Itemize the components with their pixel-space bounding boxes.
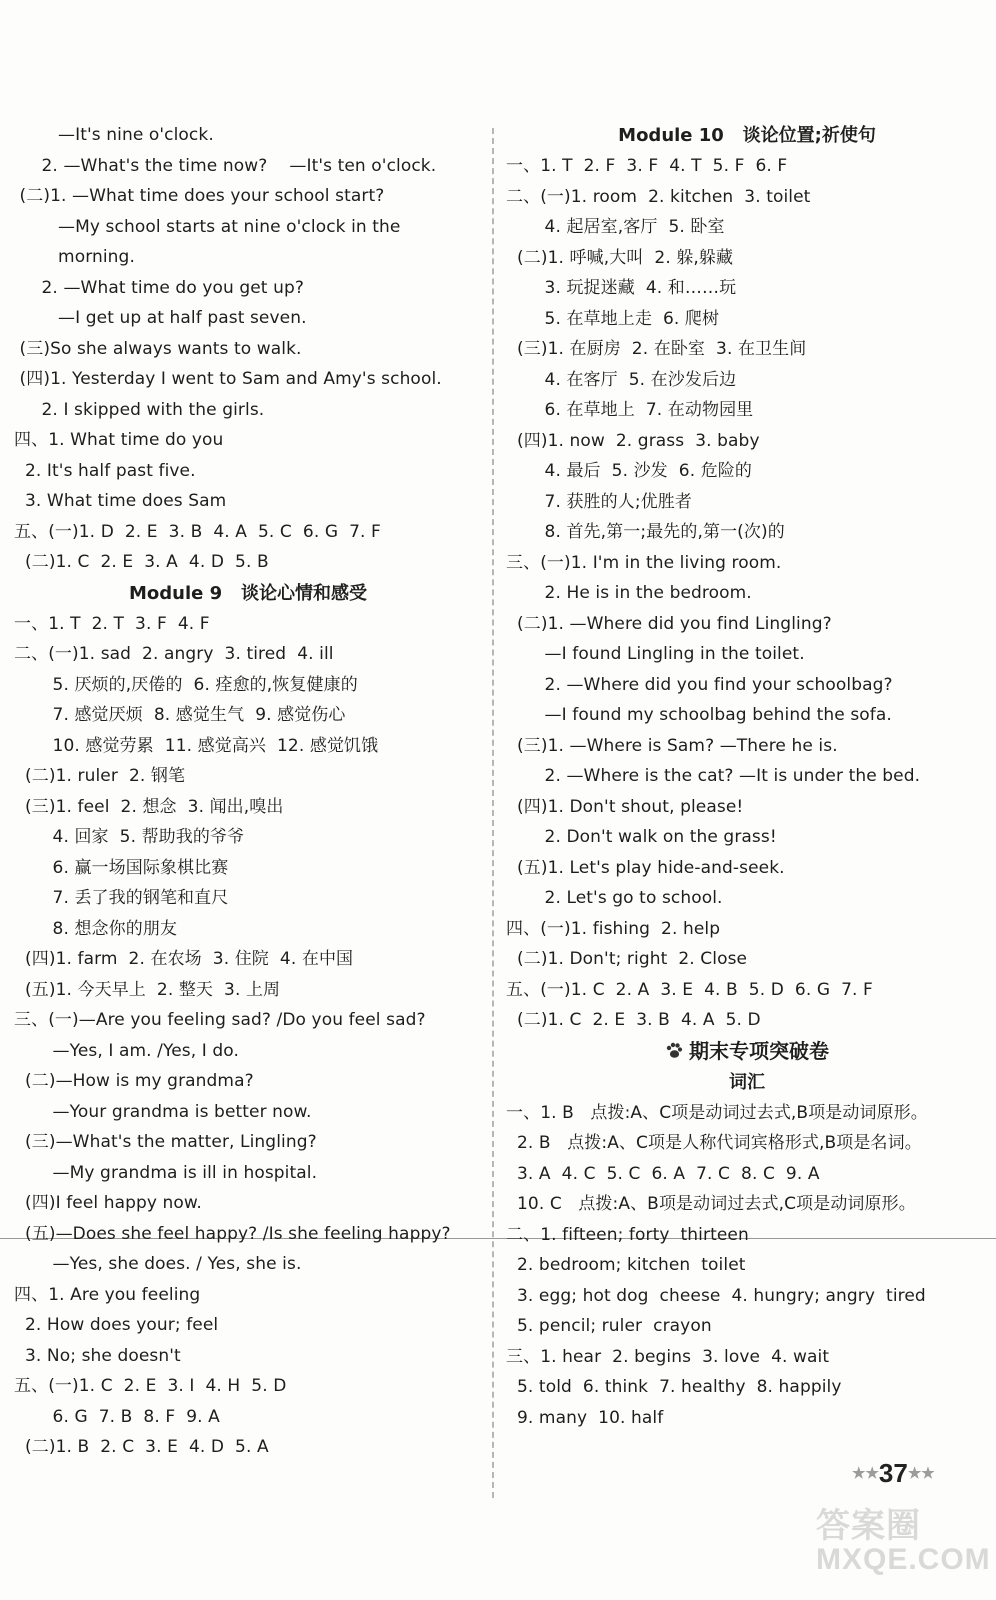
answer-line: 2. He is in the bedroom. xyxy=(506,583,752,603)
answer-line: 9. many 10. half xyxy=(506,1407,664,1428)
answer-line: 4. 最后 5. 沙发 6. 危险的 xyxy=(506,461,753,481)
answer-line: —Yes, she does. / Yes, she is. xyxy=(14,1254,302,1274)
left-column xyxy=(14,120,482,1463)
answer-line: 2. B 点拨:A、C项是人称代词宾格形式,B项是名词。 xyxy=(506,1133,922,1153)
answer-line: (四)1. Don't shout, please! xyxy=(506,796,744,817)
answer-line: morning. xyxy=(14,247,135,267)
answer-line: 四、(一)1. fishing 2. help xyxy=(506,918,721,939)
answer-line: 7. 获胜的人;优胜者 xyxy=(506,491,692,512)
answer-line: 2. —Where did you find your schoolbag? xyxy=(506,674,893,695)
answer-line: 三、1. hear 2. begins 3. love 4. wait xyxy=(506,1346,830,1367)
answer-line: 3. 玩捉迷藏 4. 和……玩 xyxy=(506,278,737,298)
answer-line: (二)1. B 2. C 3. E 4. D 5. A xyxy=(14,1437,269,1457)
column-divider xyxy=(492,128,494,1498)
answer-line: (五)—Does she feel happy? /Is she feeling happy? xyxy=(14,1223,451,1244)
answer-line: (二)1. C 2. E 3. B 4. A 5. D xyxy=(506,1010,761,1030)
answer-line: 5. pencil; ruler crayon xyxy=(506,1316,712,1336)
star-icon: ★★ xyxy=(907,1465,935,1482)
answer-line: 二、1. fifteen; forty thirteen xyxy=(506,1224,749,1245)
right-column xyxy=(506,120,988,1433)
answer-line: (四)1. farm 2. 在农场 3. 住院 4. 在中国 xyxy=(14,949,354,969)
answer-line: —I get up at half past seven. xyxy=(14,308,307,328)
answer-line: (四)1. now 2. grass 3. baby xyxy=(506,430,760,451)
answer-line: 6. 赢一场国际象棋比赛 xyxy=(14,857,229,878)
watermark-logo: 答案圈 MXQE.COM xyxy=(816,1507,991,1576)
answer-line: —Yes, I am. /Yes, I do. xyxy=(14,1040,239,1061)
answer-line: 7. 感觉厌烦 8. 感觉生气 9. 感觉伤心 xyxy=(14,705,346,725)
answer-line: 4. 起居室,客厅 5. 卧室 xyxy=(506,217,725,237)
answer-line: 三、(一)—Are you feeling sad? /Do you feel sad? xyxy=(14,1010,426,1030)
answer-line: 2. Let's go to school. xyxy=(506,888,723,908)
answer-line: (三)—What's the matter, Lingling? xyxy=(14,1132,317,1152)
answer-line: —My school starts at nine o'clock in the xyxy=(14,216,401,237)
answer-line: 7. 丢了我的钢笔和直尺 xyxy=(14,888,229,908)
answer-line: (三)1. 在厨房 2. 在卧室 3. 在卫生间 xyxy=(506,339,807,359)
page-number: ★★37★★ xyxy=(852,1458,935,1488)
answer-line: 2. —What time do you get up? xyxy=(14,277,304,298)
answer-line: —Your grandma is better now. xyxy=(14,1101,312,1122)
answer-line: 四、1. What time do you xyxy=(14,430,224,450)
answer-line: (二)1. 呼喊,大叫 2. 躲,躲藏 xyxy=(506,247,734,268)
answer-line: 五、(一)1. D 2. E 3. B 4. A 5. C 6. G 7. F xyxy=(14,521,381,542)
answer-line: (二)1. ruler 2. 钢笔 xyxy=(14,766,186,786)
answer-line: —I found Lingling in the toilet. xyxy=(506,644,805,664)
answer-line: 一、1. B 点拨:A、C项是动词过去式,B项是动词原形。 xyxy=(506,1102,928,1123)
answer-line: —I found my schoolbag behind the sofa. xyxy=(506,705,892,725)
answer-line: 四、1. Are you feeling xyxy=(14,1284,201,1305)
vocabulary-heading: 词汇 xyxy=(729,1071,765,1093)
answer-line: 5. told 6. think 7. healthy 8. happily xyxy=(506,1377,842,1397)
answer-line: (二)1. C 2. E 3. A 4. D 5. B xyxy=(14,552,269,572)
answer-line: 2. I skipped with the girls. xyxy=(14,399,265,420)
answer-line: 6. G 7. B 8. F 9. A xyxy=(14,1406,220,1427)
answer-line: 3. egg; hot dog cheese 4. hungry; angry tired xyxy=(506,1285,926,1306)
answer-line: 一、1. T 2. T 3. F 4. F xyxy=(14,613,210,634)
answer-line: (三)1. —Where is Sam? —There he is. xyxy=(506,735,838,756)
answer-line: 5. 在草地上走 6. 爬树 xyxy=(506,308,720,329)
answer-line: 二、(一)1. room 2. kitchen 3. toilet xyxy=(506,186,811,207)
answer-line: 二、(一)1. sad 2. angry 3. tired 4. ill xyxy=(14,644,334,664)
answer-line: 2. —Where is the cat? —It is under the bed. xyxy=(506,766,921,786)
answer-line: (二)1. —Where did you find Lingling? xyxy=(506,613,832,634)
answer-line: 3. A 4. C 5. C 6. A 7. C 8. C 9. A xyxy=(506,1163,820,1184)
answer-line: 2. Don't walk on the grass! xyxy=(506,827,777,847)
answer-line: (五)1. 今天早上 2. 整天 3. 上周 xyxy=(14,979,281,1000)
answer-line: 8. 首先,第一;最先的,第一(次)的 xyxy=(506,522,785,542)
answer-line: (四)1. Yesterday I went to Sam and Amy's school. xyxy=(14,369,442,389)
answer-line: 3. No; she doesn't xyxy=(14,1345,181,1366)
answer-line: 三、(一)1. I'm in the living room. xyxy=(506,552,782,573)
answer-line: (五)1. Let's play hide-and-seek. xyxy=(506,857,785,878)
answer-line: —It's nine o'clock. xyxy=(14,125,214,145)
answer-line: 一、1. T 2. F 3. F 4. T 5. F 6. F xyxy=(506,156,788,176)
answer-line: 2. How does your; feel xyxy=(14,1315,219,1335)
answer-line: 4. 回家 5. 帮助我的爷爷 xyxy=(14,827,245,847)
answer-line: (三)1. feel 2. 想念 3. 闻出,嗅出 xyxy=(14,796,284,817)
answer-line: 五、(一)1. C 2. A 3. E 4. B 5. D 6. G 7. F xyxy=(506,979,873,1000)
answer-line: 2. bedroom; kitchen toilet xyxy=(506,1255,746,1275)
answer-line: 4. 在客厅 5. 在沙发后边 xyxy=(506,369,737,390)
answer-line: (四)I feel happy now. xyxy=(14,1193,202,1213)
answer-line: (二)1. —What time does your school start? xyxy=(14,186,385,206)
answer-line: 10. 感觉劳累 11. 感觉高兴 12. 感觉饥饿 xyxy=(14,735,379,756)
answer-line: 2. It's half past five. xyxy=(14,460,196,481)
module-10-heading: Module 10 谈论位置;祈使句 xyxy=(618,125,876,146)
answer-line: (二)1. Don't; right 2. Close xyxy=(506,949,748,969)
answer-line: (二)—How is my grandma? xyxy=(14,1071,254,1091)
star-icon: ★★ xyxy=(852,1465,879,1482)
answer-line: —My grandma is ill in hospital. xyxy=(14,1162,318,1183)
answer-line: (三)So she always wants to walk. xyxy=(14,338,302,359)
answer-line: 10. C 点拨:A、B项是动词过去式,C项是动词原形。 xyxy=(506,1194,916,1214)
answer-line: 6. 在草地上 7. 在动物园里 xyxy=(506,400,754,420)
answer-line: 3. What time does Sam xyxy=(14,491,227,511)
final-exam-heading xyxy=(506,1036,988,1067)
answer-line: 五、(一)1. C 2. E 3. I 4. H 5. D xyxy=(14,1376,287,1396)
heading-text: 期末专项突破卷 xyxy=(689,1038,829,1063)
answer-line: 2. —What's the time now? —It's ten o'clock. xyxy=(14,155,437,176)
paw-icon xyxy=(665,1038,683,1069)
answer-line: 8. 想念你的朋友 xyxy=(14,918,178,939)
module-9-heading: Module 9 谈论心情和感受 xyxy=(129,582,367,604)
answer-line: 5. 厌烦的,厌倦的 6. 痊愈的,恢复健康的 xyxy=(14,674,358,695)
